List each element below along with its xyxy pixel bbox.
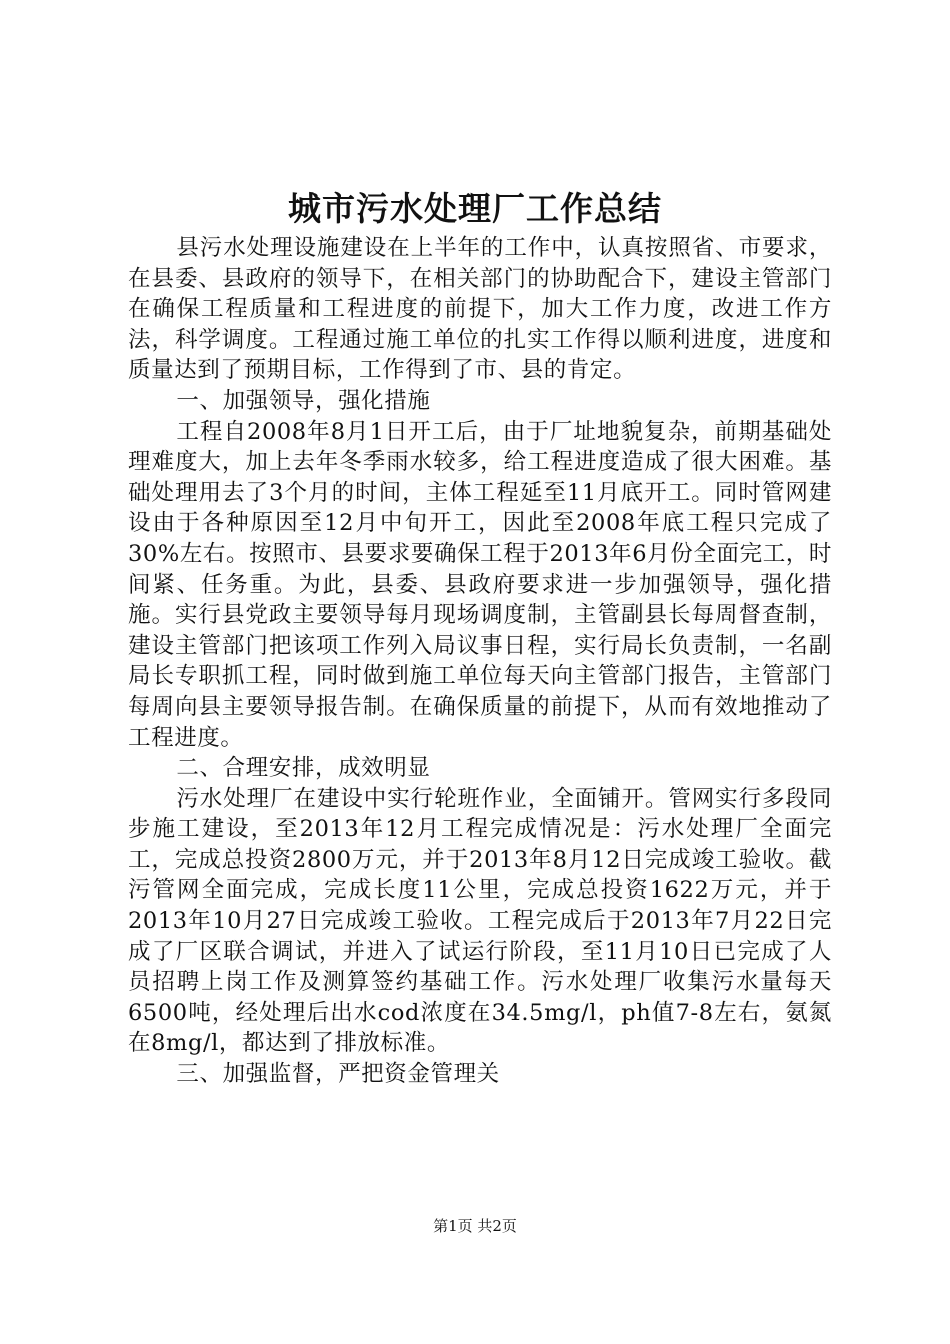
document-title: 城市污水处理厂工作总结 <box>288 189 662 228</box>
page-number-footer: 第1页 共2页 <box>433 1217 517 1235</box>
document-body <box>128 233 832 1090</box>
section-heading-3: 三、加强监督，严把资金管理关 <box>176 1061 500 1088</box>
section-2-paragraph: 污水处理厂在建设中实行轮班作业，全面铺开。管网实行多段同步施工建设，至2013年12月工程完成情况是：污水处理厂全面完工，完成总投资2800万元，并于2013年8月12日完成竣工验收。截污管网全面完成，完成长度11公里，完成总投资1622万元，并于2013年10月27日完成竣工验收。工程完成后于2013年7月22日完成了厂区联合调试，并进入了试运行阶段，至11月10日已完成了人员招聘上岗工作及测算签约基础工作。污水处理厂收集污水量每天6500吨，经处理后出水cod浓度在34.5mg/l，ph值7-8左右，氨氮在8mg/l，都达到了排放标准。 <box>128 785 832 1057</box>
intro-paragraph: 县污水处理设施建设在上半年的工作中，认真按照省、市要求，在县委、县政府的领导下，在相关部门的协助配合下，建设主管部门在确保工程质量和工程进度的前提下，加大工作力度，改进工作方法，科学调度。工程通过施工单位的扎实工作得以顺利进度，进度和质量达到了预期目标，工作得到了市、县的肯定。 <box>128 235 832 384</box>
section-heading-2: 二、合理安排，成效明显 <box>176 755 431 782</box>
section-1-paragraph: 工程自2008年8月1日开工后，由于厂址地貌复杂，前期基础处理难度大，加上去年冬季雨水较多，给工程进度造成了很大困难。基础处理用去了3个月的时间，主体工程延至11月底开工。同时管网建设由于各种原因至12月中旬开工，因此至2008年底工程只完成了30%左右。按照市、县要求要确保工程于2013年6月份全面完工，时间紧、任务重。为此，县委、县政府要求进一步加强领导，强化措施。实行县党政主要领导每月现场调度制，主管副县长每周督查制，建设主管部门把该项工作列入局议事日程，实行局长负责制，一名副局长专职抓工程，同时做到施工单位每天向主管部门报告，主管部门每周向县主要领导报告制。在确保质量的前提下，从而有效地推动了工程进度。 <box>128 418 832 751</box>
section-heading-1: 一、加强领导，强化措施 <box>176 387 431 414</box>
